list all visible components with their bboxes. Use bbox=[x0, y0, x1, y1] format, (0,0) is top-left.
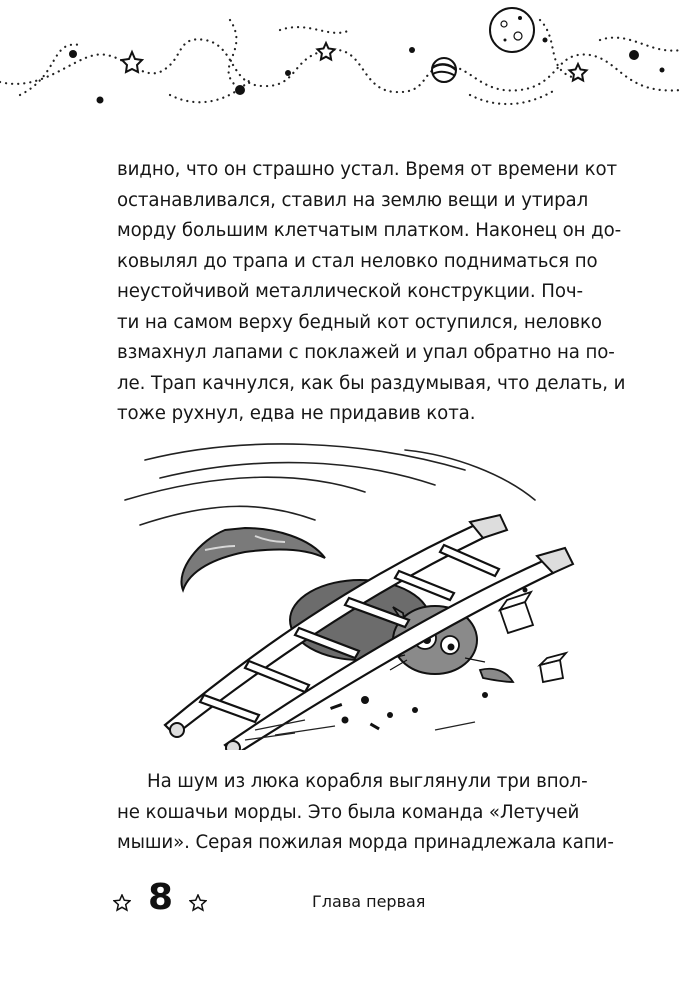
text-line: ле. Трап качнулся, как бы раздумывая, что делать, и bbox=[117, 372, 626, 394]
header-decoration bbox=[0, 0, 681, 120]
paragraph-2 bbox=[117, 767, 614, 859]
cat-paw bbox=[480, 669, 513, 682]
text-line: На шум из люка корабля выглянули три впол- bbox=[147, 771, 588, 792]
paragraph-1 bbox=[117, 155, 626, 430]
running-head: Глава первая bbox=[312, 892, 426, 911]
text-line: тоже рухнул, едва не придавив кота. bbox=[117, 403, 476, 424]
text-line: не кошачьи морды. Это была команда «Летучей bbox=[117, 801, 580, 823]
star-icon bbox=[113, 894, 131, 912]
star-icon bbox=[189, 894, 207, 912]
text-line: морду большим клетчатым платком. Наконец он до- bbox=[117, 220, 622, 241]
text-line: взмахнул лапами с поклажей и упал обратно на по- bbox=[117, 342, 615, 363]
text-line: видно, что он страшно устал. Время от времени кот bbox=[117, 159, 617, 180]
page-number: 8 bbox=[148, 877, 174, 918]
text-line: неустойчивой металлической конструкции. Поч- bbox=[117, 281, 583, 302]
text-line: ковылял до трапа и стал неловко подниматься по bbox=[117, 250, 598, 272]
planet-icon bbox=[432, 58, 456, 82]
illustration-fallen-cat bbox=[105, 430, 585, 750]
moon-icon bbox=[490, 8, 534, 52]
text-line: ти на самом верху бедный кот оступился, неловко bbox=[117, 311, 602, 333]
text-line: останавливался, ставил на землю вещи и утирал bbox=[117, 189, 589, 211]
page-number-block bbox=[113, 877, 213, 924]
cat-tail bbox=[181, 528, 325, 590]
text-line: мыши». Серая пожилая морда принадлежала капи- bbox=[117, 832, 614, 853]
